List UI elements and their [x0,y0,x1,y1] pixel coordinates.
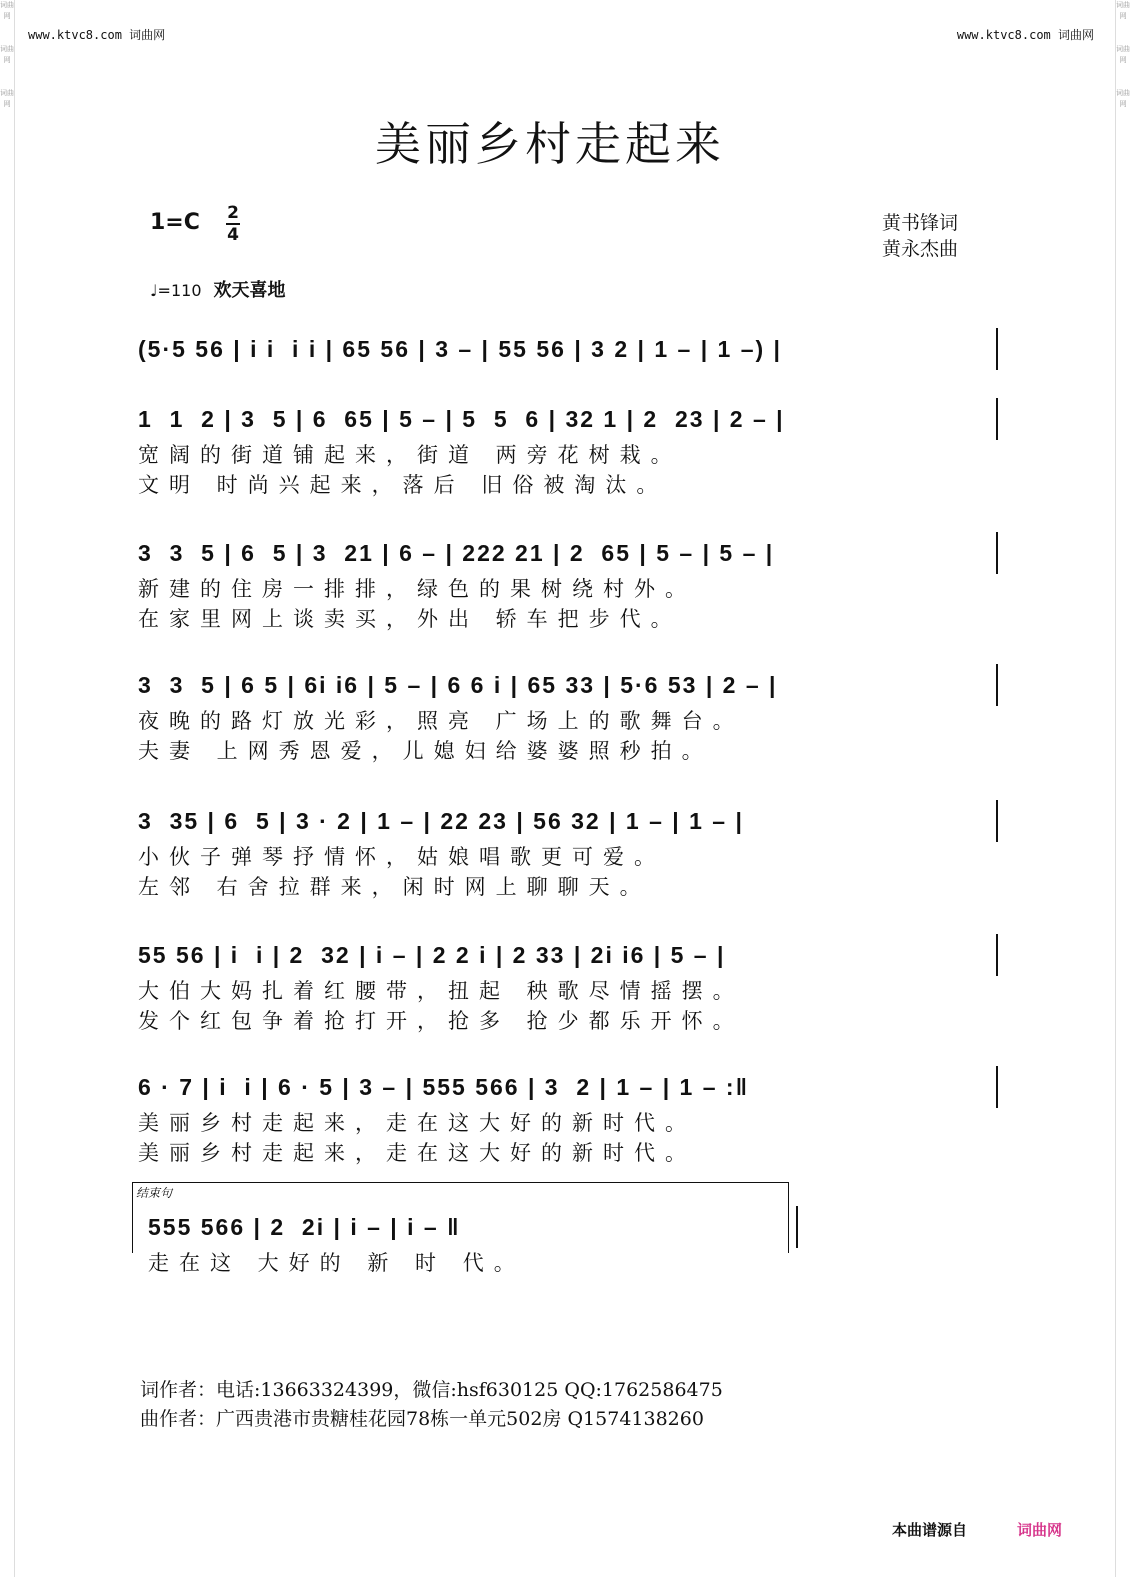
lyric-verse-1: 美丽乡村走起来，走在这大好的新时代。 [138,1111,696,1135]
lyric-verse-2: 发个红包争着抢打开，抢多 抢少都乐开怀。 [138,1009,744,1033]
notation-line: 55 56 | i i | 2 32 | i – | 2 2 i | 2 33 | 2i i6 | 5 – | [138,934,998,976]
notation-line: (5·5 56 | i i i i | 65 56 | 3 – | 55 56 | 3 2 | 1 – | 1 –) | [138,328,998,370]
source-label: 本曲谱源自 [892,1521,968,1539]
lyric-verse-1: 新建的住房一排排，绿色的果树绕村外。 [138,577,696,601]
notation-line: 3 3 5 | 6 5 | 3 21 | 6 – | 222 21 | 2 65 | 5 – | 5 – | [138,532,998,574]
tempo-mood: 欢天喜地 [213,280,286,301]
source-footer [892,1519,1062,1540]
score-system [138,800,998,902]
tempo-value: ♩=110 [150,281,202,300]
notation-line: 555 566 | 2 2i | i – | i – ‖ [148,1206,798,1248]
lyric-verse-1: 宽阔的街道铺起来，街道 两旁花树栽。 [138,443,682,467]
edge-mark: 词曲网 [1116,1,1130,20]
site-link-right[interactable]: www.ktvc8.com 词曲网 [956,28,1094,42]
time-sig-bottom: 4 [227,225,239,245]
lyricist-credit: 黄书锋词 [882,212,959,234]
lyric-verse-1: 大伯大妈扎着红腰带，扭起 秧歌尽情摇摆。 [138,979,744,1003]
notation-line: 1 1 2 | 3 5 | 6 65 | 5 – | 5 5 6 | 32 1 | 2 23 | 2 – | [138,398,998,440]
lyricist-contact: 词作者：电话:13663324399，微信:hsf630125 QQ:1762586475 [140,1379,723,1401]
ending-label: 结束句 [136,1186,173,1200]
lyric-verse-2: 在家里网上谈卖买，外出 轿车把步代。 [138,607,682,631]
lyric-verse-2: 文明 时尚兴起来，落后 旧俗被淘汰。 [138,473,668,497]
score-system [138,328,998,370]
site-link-left[interactable]: www.ktvc8.com 词曲网 [28,28,166,42]
edge-mark: 词曲网 [1116,89,1130,108]
lyric-verse-1: 小伙子弹琴抒情怀，姑娘唱歌更可爱。 [138,845,665,869]
tempo-marking [150,276,286,302]
lyric-verse-2: 美丽乡村走起来，走在这大好的新时代。 [138,1141,696,1165]
brand-link[interactable]: 词曲网 [1017,1521,1063,1539]
contact-info [140,1376,723,1434]
key-signature: 1=C [150,210,200,235]
score-system [138,1066,998,1168]
edge-mark: 词曲网 [0,45,14,64]
lyric-verse-1: 夜晚的路灯放光彩，照亮 广场上的歌舞台。 [138,709,744,733]
left-margin-strip [0,0,15,1577]
notation-line: 3 3 5 | 6 5 | 6i i6 | 5 – | 6 6 i | 65 33 | 5·6 53 | 2 – | [138,664,998,706]
ending-system [148,1206,798,1278]
edge-mark: 词曲网 [0,1,14,20]
edge-mark: 词曲网 [0,89,14,108]
time-signature [226,204,240,244]
edge-mark: 词曲网 [1116,45,1130,64]
score-system [138,664,998,766]
song-title: 美丽乡村走起来 [375,117,725,171]
lyric-verse-2: 夫妻 上网秀恩爱，儿媳妇给婆婆照秒拍。 [138,739,713,763]
score-system [138,934,998,1036]
lyric-verse-2: 左邻 右舍拉群来，闲时网上聊聊天。 [138,875,651,899]
time-sig-top: 2 [227,203,239,223]
credits [882,210,958,262]
right-margin-strip [1115,0,1130,1577]
composer-contact: 曲作者：广西贵港市贵糖桂花园78栋一单元502房 Q1574138260 [140,1408,704,1430]
score-system [138,398,998,500]
score-system [138,532,998,634]
composer-credit: 黄永杰曲 [882,238,959,260]
notation-line: 6 · 7 | i i | 6 · 5 | 3 – | 555 566 | 3 2 | 1 – | 1 – :‖ [138,1066,998,1108]
ending-lyric: 走在这 大好的 新 时 代。 [148,1251,525,1275]
notation-line: 3 35 | 6 5 | 3 · 2 | 1 – | 22 23 | 56 32 | 1 – | 1 – | [138,800,998,842]
